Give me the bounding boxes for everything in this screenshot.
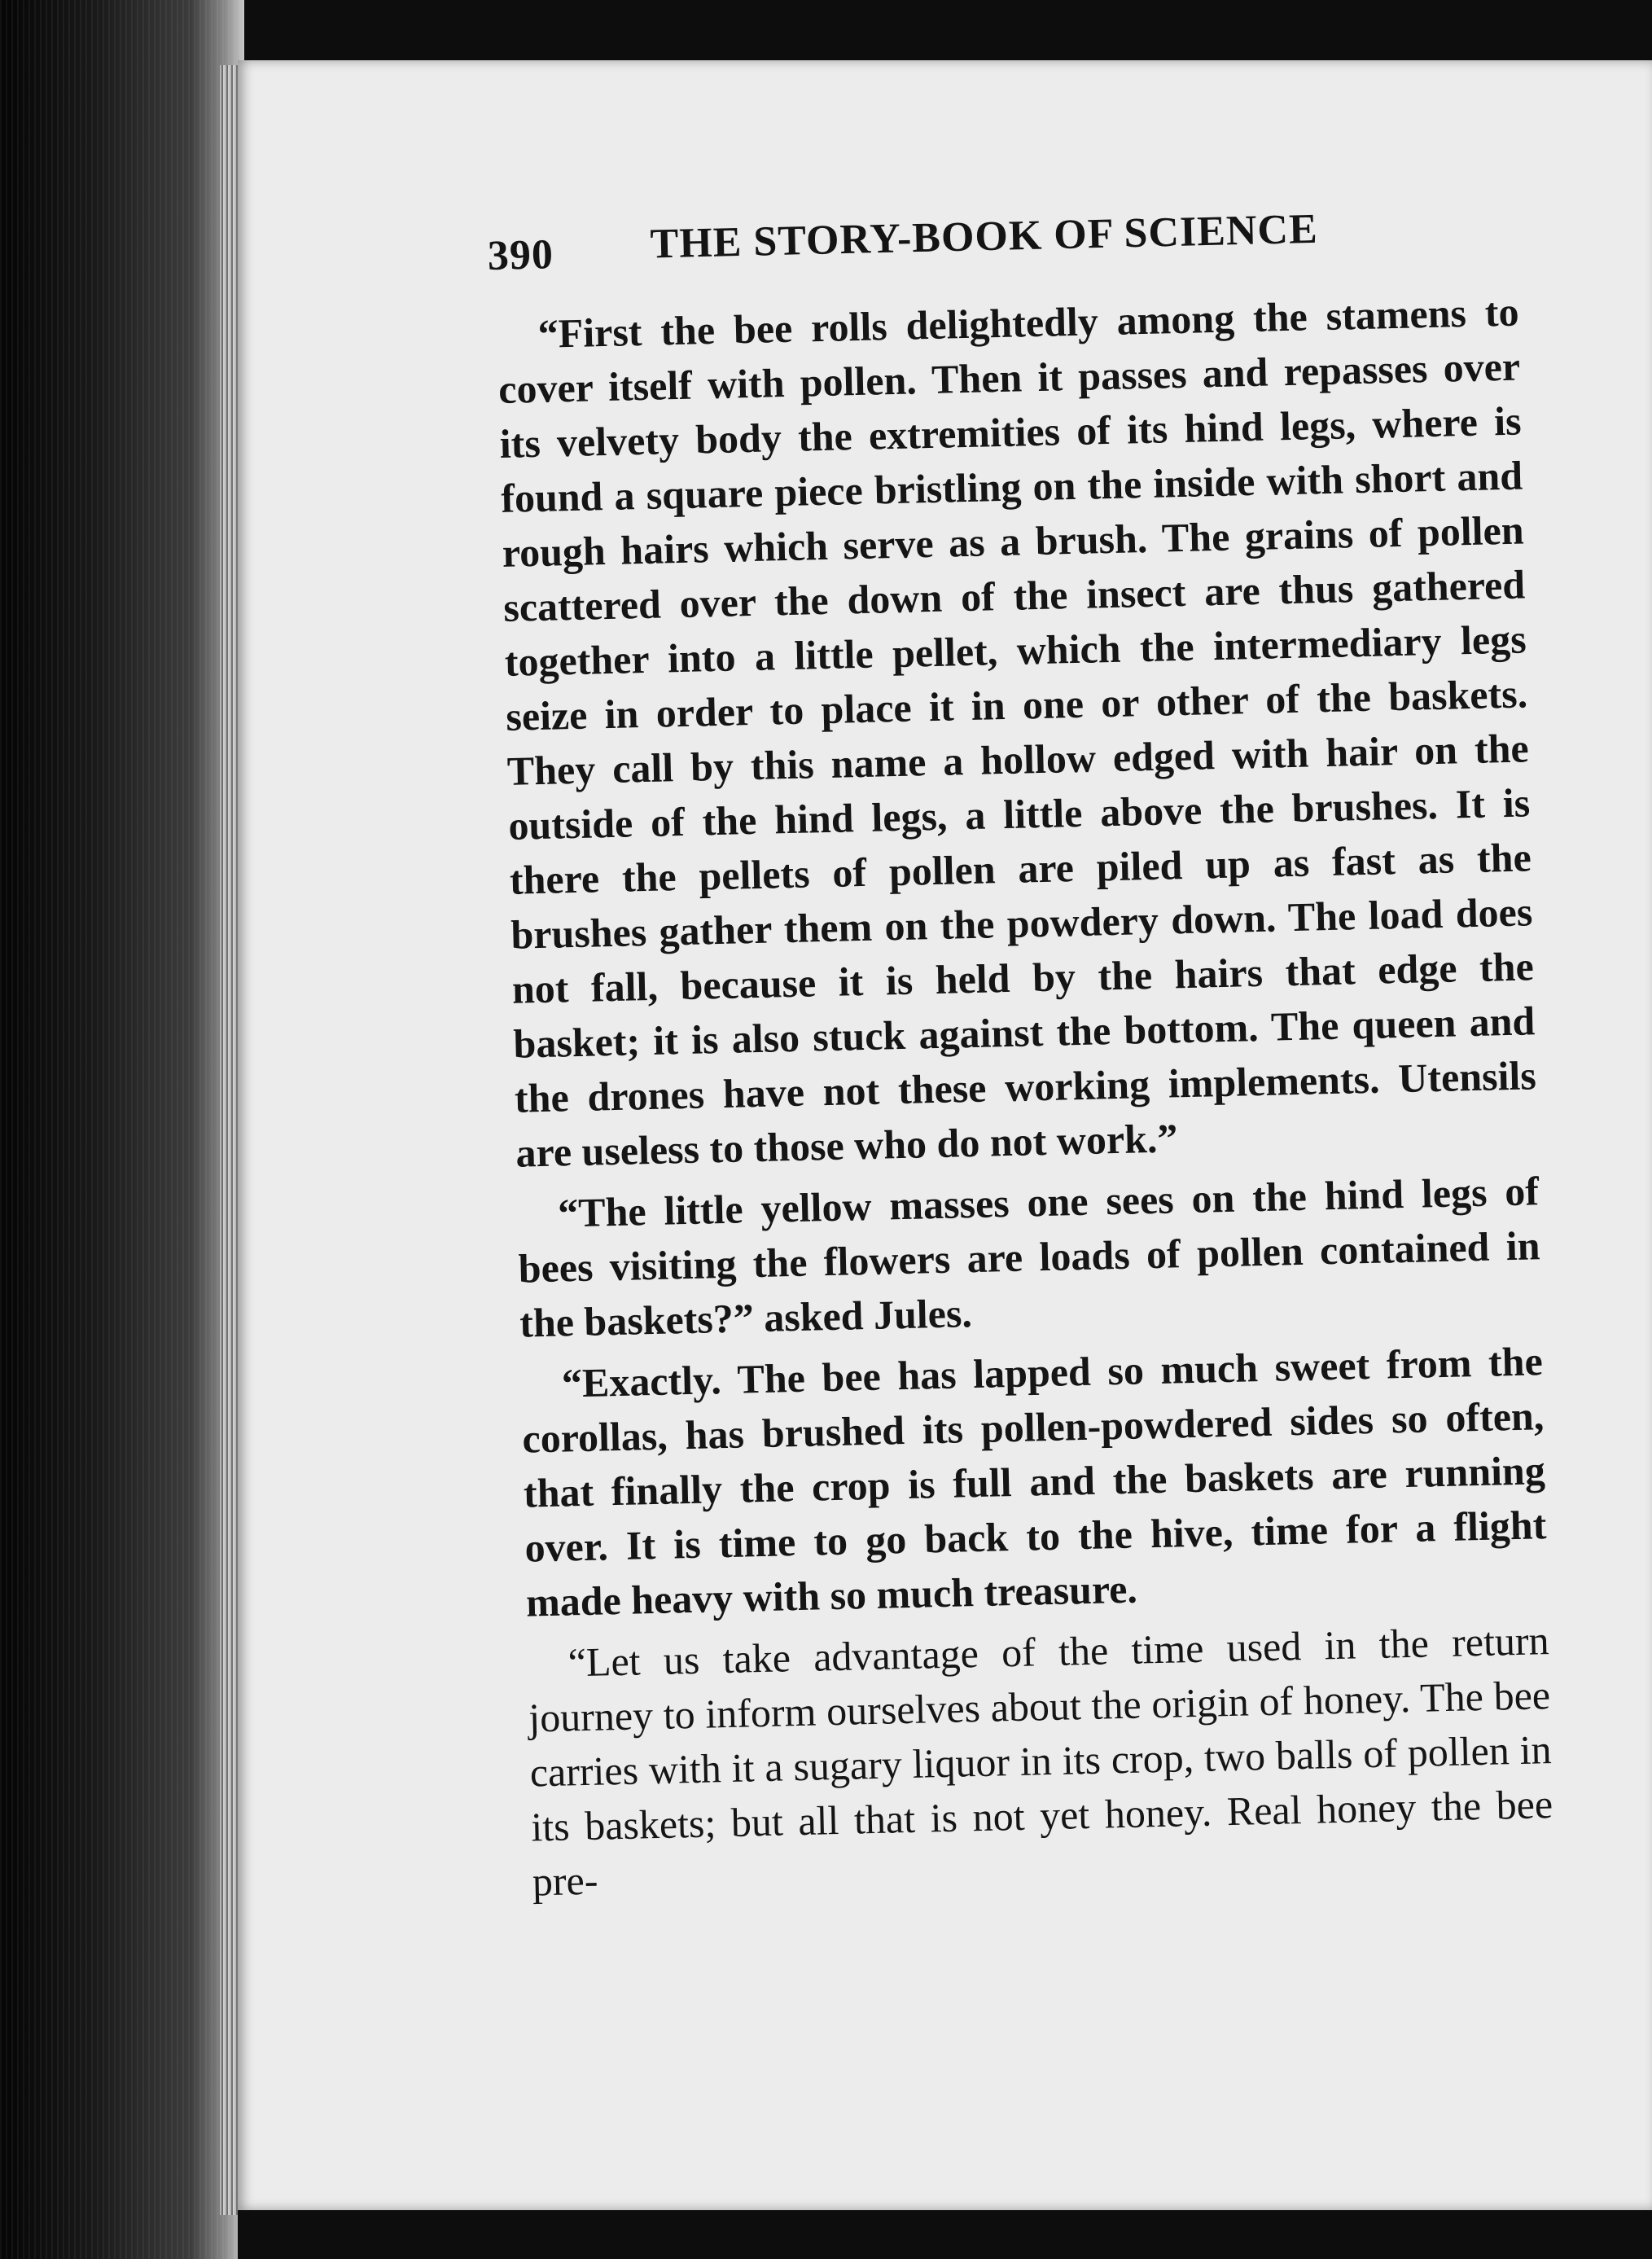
paragraph: “The little yellow masses one sees on the hind legs of bees visiting the flowers are loads of pollen contained in the baskets?” asked Jules. <box>518 1168 1541 1346</box>
body-text <box>497 285 1554 1910</box>
paragraph: “Let us take advantage of the time used in the return journey to inform ourselves about the origin of honey. The bee carries with it a sugary liquor in its crop, two balls of pollen in its baskets; but all that is not yet honey. Real honey the bee pre- <box>528 1617 1553 1905</box>
book-spine-shadow <box>0 0 244 2259</box>
bottom-shadow <box>238 2210 1652 2259</box>
paragraph: “First the bee rolls delightedly among the stamens to cover itself with pollen. Then it passes and repasses over its velvety body the extremities of its hind legs, where is found a square piece bristling on the inside with short and rough hairs which serve as a brush. The grains of pollen scattered over the down of the insect are thus gathered together into a little pellet, which the intermediary legs seize in order to place it in one or other of the baskets. They call by this name a hollow edged with hair on the outside of the hind legs, a little above the brushes. It is there the pellets of pollen are piled up as fast as the brushes gather them on the powdery down. The load does not fall, because it is held by the hairs that edge the basket; it is also stuck against the bottom. The queen and the drones have not these working implements. Utensils are useless to those who do not work.” <box>497 288 1537 1176</box>
paragraph: “Exactly. The bee has lapped so much sweet from the corollas, has brushed its pollen-powdered sides so often, that finally the crop is full and the baskets are running over. It is time to go back to the hive, time for a flight made heavy with so much treasure. <box>521 1338 1547 1625</box>
page-number: 390 <box>487 231 554 279</box>
running-head: THE STORY-BOOK OF SCIENCE <box>649 205 1319 268</box>
